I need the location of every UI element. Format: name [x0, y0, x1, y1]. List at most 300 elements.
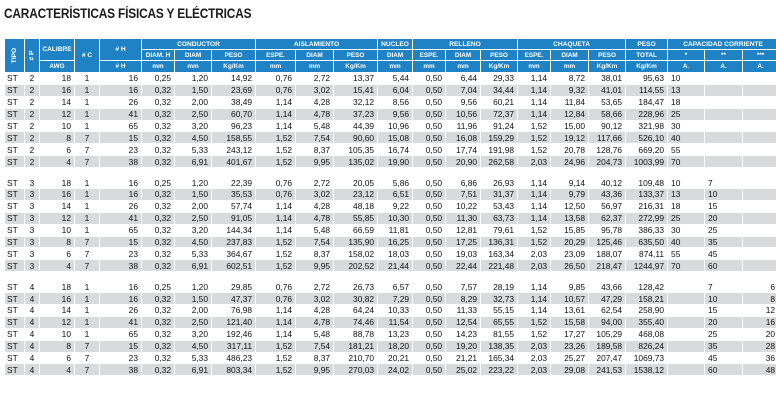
table-cell: ST: [5, 120, 25, 132]
table-cell: 91,05: [212, 212, 256, 224]
table-cell: 13,23: [378, 328, 413, 340]
table-cell: 10: [668, 177, 705, 189]
table-cell: 4,28: [296, 200, 334, 212]
specs-table: [4, 38, 776, 376]
table-cell: [668, 364, 705, 376]
table-cell: 15,00: [551, 120, 589, 132]
table-cell: 41: [100, 212, 142, 224]
table-cell: 15: [100, 236, 142, 248]
h-unit: # H: [100, 61, 142, 73]
table-cell: 2,50: [175, 212, 212, 224]
table-cell: 0,50: [413, 120, 446, 132]
table-cell: 44,39: [334, 120, 378, 132]
table-cell: 26,73: [334, 281, 378, 293]
table-cell: 0,76: [256, 189, 296, 201]
table-cell: 6,91: [175, 156, 212, 168]
group-relleno: RELLENO: [413, 39, 518, 50]
table-cell: 159,29: [481, 132, 518, 144]
table-cell: 15: [705, 200, 743, 212]
table-cell: 19,90: [378, 156, 413, 168]
table-cell: 1,14: [518, 293, 551, 305]
table-cell: 3: [25, 224, 40, 236]
table-cell: 0,32: [142, 120, 175, 132]
table-cell: 0,32: [142, 200, 175, 212]
table-cell: 7,54: [296, 132, 334, 144]
table-cell: 65: [100, 328, 142, 340]
table-cell: 364,67: [212, 248, 256, 260]
table-cell: 0,32: [142, 212, 175, 224]
table-cell: 16: [100, 177, 142, 189]
table-cell: 3,20: [175, 328, 212, 340]
table-cell: 2,03: [518, 156, 551, 168]
subheader-cell: TOTAL: [626, 50, 668, 61]
table-row: [5, 352, 776, 364]
table-cell: 4,78: [296, 108, 334, 120]
table-cell: 7,54: [296, 340, 334, 352]
table-cell: 0,32: [142, 236, 175, 248]
table-cell: 237,83: [212, 236, 256, 248]
table-cell: 8: [40, 340, 75, 352]
table-cell: 18: [668, 96, 705, 108]
table-cell: 1,52: [518, 132, 551, 144]
table-cell: 1,52: [256, 132, 296, 144]
table-cell: 32,73: [481, 293, 518, 305]
table-cell: 355,40: [626, 316, 668, 328]
table-cell: 10,33: [378, 305, 413, 317]
table-cell: 0,50: [413, 200, 446, 212]
table-cell: 635,50: [626, 236, 668, 248]
table-cell: 60,21: [481, 96, 518, 108]
group-capacidad: CAPACIDAD CORRIENTE: [668, 39, 776, 50]
table-cell: 3: [25, 236, 40, 248]
table-cell: 45: [705, 352, 743, 364]
table-cell: 10,30: [378, 212, 413, 224]
table-cell: 1: [75, 328, 100, 340]
subheader-cell: DIAM: [175, 50, 212, 61]
table-cell: 16,08: [446, 132, 481, 144]
table-cell: 1: [75, 200, 100, 212]
table-cell: 5,48: [296, 328, 334, 340]
table-cell: 11,54: [378, 316, 413, 328]
table-row: [5, 305, 776, 317]
table-cell: 64,24: [334, 305, 378, 317]
table-cell: [743, 144, 776, 156]
table-cell: 16: [40, 84, 75, 96]
table-cell: 12: [40, 316, 75, 328]
table-cell: 3: [25, 212, 40, 224]
table-cell: 1,50: [175, 189, 212, 201]
subheader-cell: DIAM. H: [142, 50, 175, 61]
table-cell: 1: [75, 305, 100, 317]
table-cell: [743, 189, 776, 201]
table-cell: 1: [75, 293, 100, 305]
table-row: [5, 73, 776, 85]
table-cell: 1: [75, 224, 100, 236]
table-cell: 9,79: [551, 189, 589, 201]
table-cell: 15: [100, 340, 142, 352]
group-separator: [5, 168, 776, 177]
table-cell: 1,14: [256, 108, 296, 120]
table-cell: 4: [25, 364, 40, 376]
table-cell: 35: [705, 236, 743, 248]
table-cell: 2: [25, 132, 40, 144]
table-cell: 109,48: [626, 177, 668, 189]
table-cell: 0,76: [256, 281, 296, 293]
table-cell: 7: [75, 340, 100, 352]
table-cell: 1,20: [175, 281, 212, 293]
table-cell: [743, 177, 776, 189]
table-cell: ST: [5, 177, 25, 189]
table-cell: 9,95: [296, 364, 334, 376]
table-cell: 0,25: [142, 177, 175, 189]
table-cell: 15,08: [378, 132, 413, 144]
table-cell: [743, 248, 776, 260]
table-cell: 2,72: [296, 73, 334, 85]
table-cell: 1,52: [256, 260, 296, 272]
table-cell: 23: [100, 144, 142, 156]
table-cell: [743, 96, 776, 108]
subheader-cell: DIAM: [378, 50, 413, 61]
table-cell: 55,85: [334, 212, 378, 224]
table-cell: 1,14: [256, 224, 296, 236]
table-cell: 8: [40, 236, 75, 248]
table-row: [5, 189, 776, 201]
group-nucleo: NUCLEO: [378, 39, 413, 50]
table-cell: 0,32: [142, 108, 175, 120]
table-cell: [743, 84, 776, 96]
table-cell: 1: [75, 316, 100, 328]
table-cell: 258,90: [626, 305, 668, 317]
table-cell: 13: [668, 84, 705, 96]
table-cell: 0,25: [142, 73, 175, 85]
table-cell: 60: [705, 364, 743, 376]
table-cell: 3,02: [296, 293, 334, 305]
table-cell: 14: [40, 200, 75, 212]
table-cell: 88,78: [334, 328, 378, 340]
table-cell: 321,98: [626, 120, 668, 132]
table-row: [5, 340, 776, 352]
table-cell: 0,32: [142, 96, 175, 108]
table-cell: ST: [5, 364, 25, 376]
table-cell: 241,53: [589, 364, 626, 376]
table-cell: 216,31: [626, 200, 668, 212]
table-cell: 25: [705, 224, 743, 236]
table-cell: [668, 340, 705, 352]
table-cell: 144,34: [212, 224, 256, 236]
table-cell: 16,74: [378, 144, 413, 156]
table-cell: 1,14: [518, 84, 551, 96]
table-cell: 36: [743, 352, 776, 364]
table-cell: 6,04: [378, 84, 413, 96]
table-cell: 1,14: [518, 200, 551, 212]
table-cell: 15: [100, 132, 142, 144]
table-cell: 163,34: [481, 248, 518, 260]
unit-cell: mm: [413, 61, 446, 73]
table-cell: 1,52: [256, 364, 296, 376]
table-cell: 1: [75, 120, 100, 132]
table-cell: 1: [75, 177, 100, 189]
table-cell: 23,12: [334, 189, 378, 201]
table-cell: 7: [75, 144, 100, 156]
table-cell: 10,57: [551, 293, 589, 305]
table-cell: 874,11: [626, 248, 668, 260]
table-cell: 1,14: [518, 212, 551, 224]
table-cell: 57,74: [212, 200, 256, 212]
table-cell: 1244,97: [626, 260, 668, 272]
table-cell: 2: [25, 73, 40, 85]
table-cell: 18: [668, 200, 705, 212]
table-cell: 1,52: [256, 144, 296, 156]
table-cell: ST: [5, 236, 25, 248]
table-cell: 96,23: [212, 120, 256, 132]
table-cell: 1538,12: [626, 364, 668, 376]
table-cell: 158,02: [334, 248, 378, 260]
table-cell: 9,95: [296, 156, 334, 168]
table-cell: 9,85: [551, 281, 589, 293]
subheader-cell: DIAM: [551, 50, 589, 61]
table-cell: ST: [5, 84, 25, 96]
table-cell: 7: [705, 281, 743, 293]
table-cell: 6: [40, 248, 75, 260]
table-cell: 117,66: [589, 132, 626, 144]
table-cell: 19,12: [551, 132, 589, 144]
table-cell: 8,72: [551, 73, 589, 85]
table-cell: 486,23: [212, 352, 256, 364]
table-cell: 26: [100, 305, 142, 317]
table-cell: 2,00: [175, 305, 212, 317]
table-cell: 74,46: [334, 316, 378, 328]
table-cell: 40: [668, 236, 705, 248]
table-cell: 58,66: [589, 108, 626, 120]
table-cell: 826,24: [626, 340, 668, 352]
table-cell: 45: [705, 248, 743, 260]
table-cell: 53,43: [481, 200, 518, 212]
table-row: [5, 248, 776, 260]
table-cell: [668, 316, 705, 328]
subheader-cell: **: [705, 50, 743, 61]
table-cell: 65: [100, 224, 142, 236]
table-cell: 13: [668, 189, 705, 201]
table-cell: 4,78: [296, 316, 334, 328]
table-cell: 4,28: [296, 305, 334, 317]
table-cell: 7: [75, 236, 100, 248]
table-cell: 62,54: [589, 305, 626, 317]
table-cell: 1,14: [256, 120, 296, 132]
table-cell: 65,55: [481, 316, 518, 328]
table-cell: [743, 236, 776, 248]
table-cell: 10: [40, 328, 75, 340]
table-cell: 1,14: [518, 281, 551, 293]
table-cell: 0,32: [142, 260, 175, 272]
unit-cell: A.: [743, 61, 776, 73]
table-cell: 16: [40, 293, 75, 305]
subheader-cell: PESO: [589, 50, 626, 61]
table-cell: 1: [75, 189, 100, 201]
table-cell: 47,37: [212, 293, 256, 305]
table-cell: 12,50: [551, 200, 589, 212]
table-row: [5, 316, 776, 328]
table-cell: 1,52: [518, 328, 551, 340]
table-cell: 19,20: [446, 340, 481, 352]
table-cell: 526,10: [626, 132, 668, 144]
table-cell: 28,19: [481, 281, 518, 293]
table-row: [5, 260, 776, 272]
table-cell: 7: [75, 156, 100, 168]
table-cell: ST: [5, 224, 25, 236]
table-cell: 94,00: [589, 316, 626, 328]
table-cell: ST: [5, 248, 25, 260]
subheader-cell: ESPE.: [413, 50, 446, 61]
table-cell: 165,34: [481, 352, 518, 364]
table-cell: 30: [668, 224, 705, 236]
table-cell: 0,50: [413, 316, 446, 328]
unit-cell: mm: [175, 61, 212, 73]
table-cell: 10: [40, 120, 75, 132]
table-cell: 6: [743, 281, 776, 293]
table-cell: 0,50: [413, 73, 446, 85]
table-cell: 1069,73: [626, 352, 668, 364]
table-cell: 10: [40, 224, 75, 236]
table-cell: 17,27: [551, 328, 589, 340]
unit-cell: Kg/Km: [626, 61, 668, 73]
table-cell: 228,96: [626, 108, 668, 120]
table-cell: 14: [40, 96, 75, 108]
table-cell: 204,73: [589, 156, 626, 168]
table-cell: [705, 84, 743, 96]
table-cell: [705, 132, 743, 144]
table-cell: 41: [100, 316, 142, 328]
table-cell: 12: [743, 305, 776, 317]
table-cell: 5,44: [378, 73, 413, 85]
table-cell: 0,32: [142, 340, 175, 352]
table-cell: 0,32: [142, 224, 175, 236]
table-cell: 0,50: [413, 293, 446, 305]
table-cell: 105,35: [334, 144, 378, 156]
table-cell: 1,52: [518, 144, 551, 156]
table-cell: 7: [75, 248, 100, 260]
table-cell: 2: [25, 108, 40, 120]
table-cell: 12: [40, 108, 75, 120]
table-cell: 31,37: [481, 189, 518, 201]
table-cell: 16: [100, 73, 142, 85]
table-cell: 95,78: [589, 224, 626, 236]
table-cell: 95,63: [626, 73, 668, 85]
table-cell: 38: [100, 260, 142, 272]
table-cell: 7,29: [378, 293, 413, 305]
table-cell: 0,50: [413, 156, 446, 168]
table-cell: 317,11: [212, 340, 256, 352]
table-cell: [705, 144, 743, 156]
table-cell: 7,04: [446, 84, 481, 96]
table-cell: 4: [25, 340, 40, 352]
table-cell: [743, 132, 776, 144]
table-cell: 16,25: [378, 236, 413, 248]
table-cell: ST: [5, 316, 25, 328]
table-cell: 4: [25, 352, 40, 364]
table-cell: 28: [743, 340, 776, 352]
subheader-cell: ESPE.: [518, 50, 551, 61]
table-cell: 12,54: [446, 316, 481, 328]
table-cell: 9,32: [551, 84, 589, 96]
table-cell: 10,22: [446, 200, 481, 212]
table-cell: 10: [668, 73, 705, 85]
table-cell: 70: [668, 156, 705, 168]
unit-cell: A.: [668, 61, 705, 73]
table-cell: 70: [668, 260, 705, 272]
subheader-cell: *: [668, 50, 705, 61]
table-cell: 0,32: [142, 156, 175, 168]
table-cell: 1,52: [518, 120, 551, 132]
table-cell: 0,76: [256, 84, 296, 96]
table-cell: [668, 281, 705, 293]
table-cell: 10,56: [446, 108, 481, 120]
table-cell: 7,54: [296, 236, 334, 248]
table-cell: [743, 73, 776, 85]
table-cell: 0,50: [413, 189, 446, 201]
table-cell: 6,91: [175, 260, 212, 272]
table-cell: 43,36: [589, 189, 626, 201]
unit-cell: mm: [446, 61, 481, 73]
table-cell: 3,20: [175, 120, 212, 132]
table-cell: 1,52: [518, 224, 551, 236]
table-cell: ST: [5, 328, 25, 340]
table-cell: 210,70: [334, 352, 378, 364]
table-cell: 1,14: [256, 200, 296, 212]
table-cell: [705, 156, 743, 168]
table-row: [5, 144, 776, 156]
group-aislamiento: AISLAMIENTO: [256, 39, 378, 50]
subheader-cell: ESPE.: [256, 50, 296, 61]
group-chaqueta: CHAQUETA: [518, 39, 626, 50]
table-cell: 9,56: [378, 108, 413, 120]
table-cell: 12,84: [551, 108, 589, 120]
subheader-cell: DIAM: [296, 50, 334, 61]
table-cell: 6,91: [175, 364, 212, 376]
table-cell: 10: [705, 189, 743, 201]
table-cell: 2,50: [175, 316, 212, 328]
table-cell: 1,52: [256, 248, 296, 260]
table-cell: 0,32: [142, 305, 175, 317]
table-cell: 2,03: [518, 248, 551, 260]
table-cell: 0,32: [142, 132, 175, 144]
table-cell: 66,59: [334, 224, 378, 236]
table-cell: ST: [5, 200, 25, 212]
subheader-cell: DIAM: [446, 50, 481, 61]
table-cell: 23,26: [551, 340, 589, 352]
table-row: [5, 224, 776, 236]
table-cell: 8,29: [446, 293, 481, 305]
table-cell: 4: [40, 364, 75, 376]
table-cell: 386,33: [626, 224, 668, 236]
table-cell: 0,32: [142, 352, 175, 364]
table-cell: ST: [5, 293, 25, 305]
table-row: [5, 120, 776, 132]
table-cell: 1,14: [256, 212, 296, 224]
table-cell: 1,14: [518, 108, 551, 120]
table-cell: 25,02: [446, 364, 481, 376]
table-cell: 20,21: [378, 352, 413, 364]
table-cell: 105,29: [589, 328, 626, 340]
table-cell: 25,27: [551, 352, 589, 364]
table-cell: 191,98: [481, 144, 518, 156]
table-cell: 2,03: [518, 352, 551, 364]
table-cell: 3: [25, 248, 40, 260]
table-cell: [668, 328, 705, 340]
table-cell: 4,50: [175, 340, 212, 352]
table-cell: 3,02: [296, 84, 334, 96]
table-cell: ST: [5, 144, 25, 156]
table-cell: [705, 108, 743, 120]
